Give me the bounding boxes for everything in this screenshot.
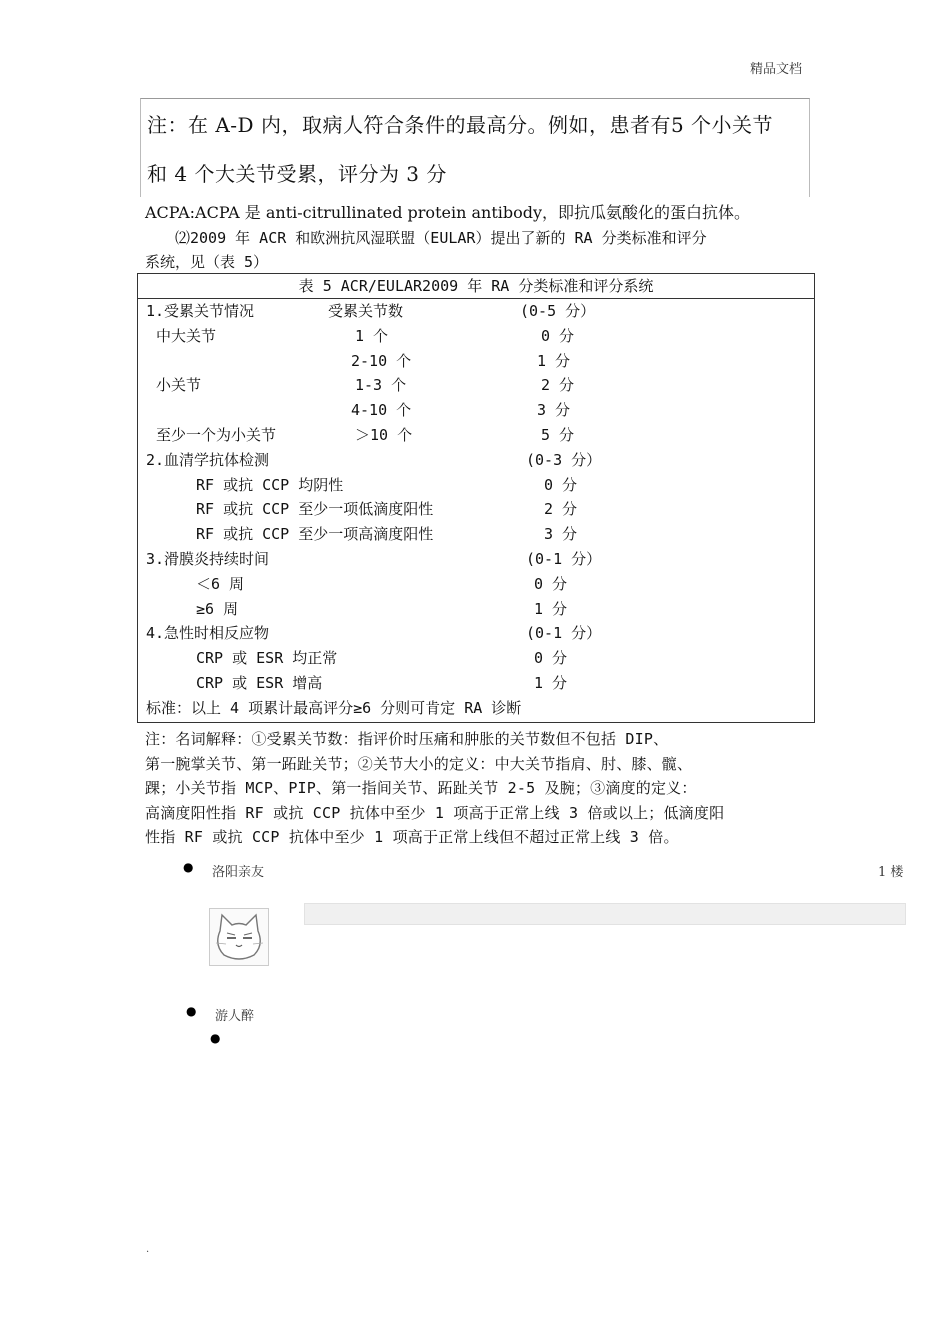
table-cell-label: 标准：以上 4 项累计最高评分≥6 分则可肯定 RA 诊断 xyxy=(146,698,522,717)
table-row xyxy=(138,696,814,720)
table-cell-score: (0-3 分） xyxy=(526,450,602,469)
table-cell-score: 1 分 xyxy=(534,599,568,618)
table-row xyxy=(138,299,814,323)
table-row xyxy=(138,373,814,397)
table-cell-label: 至少一个为小关节 xyxy=(156,426,277,444)
table-cell-label: 3.滑膜炎持续时间 xyxy=(146,550,270,568)
table-cell-score: 2 分 xyxy=(541,376,575,395)
comment-author-2[interactable]: 游人醉 xyxy=(215,1009,255,1024)
table-cell-label: 中大关节 xyxy=(156,326,217,345)
table-cell-label: 小关节 xyxy=(156,376,202,395)
table-cell-label: RF 或抗 CCP 均阴性 xyxy=(196,475,344,494)
cat-face-icon xyxy=(210,909,268,965)
avatar[interactable] xyxy=(209,908,269,966)
table-cell-score: (0-1 分） xyxy=(526,624,602,643)
table-row xyxy=(138,621,814,645)
table-cell-count: 2-10 个 xyxy=(351,351,412,370)
table-cell-label: CRP 或 ESR 增高 xyxy=(196,674,323,692)
bullet-icon: ● xyxy=(186,1004,197,1018)
definition-line: 注：名词解释：①受累关节数：指评价时压痛和肿胀的关节数但不包括 DIP、 xyxy=(145,730,669,748)
table-title: 表 5 ACR/EULAR2009 年 RA 分类标准和评分系统 xyxy=(138,274,814,299)
table-cell-score: 0 分 xyxy=(534,649,568,668)
table-cell-label: 1.受累关节情况 xyxy=(146,302,255,320)
table-cell-score: 0 分 xyxy=(534,574,568,593)
note-line-1: 注：在 A-D 内，取病人符合条件的最高分。例如，患者有5 个小关节 xyxy=(147,113,774,137)
table-cell-count: 1-3 个 xyxy=(355,376,407,395)
table-row xyxy=(138,671,814,695)
footer-dot: . xyxy=(146,1244,150,1255)
table-cell-label: ≥6 周 xyxy=(196,599,239,618)
table-cell-label: ＜6 周 xyxy=(196,574,245,593)
table-row xyxy=(138,547,814,571)
floor-number: 1 楼 xyxy=(878,865,904,880)
table-row xyxy=(138,646,814,670)
table-cell-count: ＞10 个 xyxy=(355,426,413,444)
table-row xyxy=(138,597,814,621)
comment-author-1[interactable]: 洛阳亲友 xyxy=(212,865,265,880)
table-row xyxy=(138,448,814,472)
table-cell-score: 1 分 xyxy=(534,674,568,692)
table-cell-score: 0 分 xyxy=(541,326,575,345)
table-row xyxy=(138,324,814,348)
table-cell-score: 3 分 xyxy=(544,525,578,544)
table-cell-label: 2.血清学抗体检测 xyxy=(146,450,270,469)
table-5 xyxy=(137,273,815,723)
bullet-icon: ● xyxy=(183,860,194,874)
definition-line: 第一腕掌关节、第一跖趾关节；②关节大小的定义：中大关节指肩、肘、膝、髋、 xyxy=(145,754,693,773)
table-cell-score: 1 分 xyxy=(537,351,571,370)
table-cell-label: RF 或抗 CCP 至少一项高滴度阳性 xyxy=(196,525,434,544)
table-cell-label: 4.急性时相反应物 xyxy=(146,624,270,643)
table-row xyxy=(138,349,814,373)
table-cell-score: (0-5 分） xyxy=(520,302,596,320)
table-cell-score: 0 分 xyxy=(544,475,578,494)
table-row xyxy=(138,572,814,596)
table-cell-label: RF 或抗 CCP 至少一项低滴度阳性 xyxy=(196,500,434,519)
table-cell-score: (0-1 分） xyxy=(526,550,602,568)
note-box xyxy=(140,98,810,197)
table-cell-label: CRP 或 ESR 均正常 xyxy=(196,649,338,668)
reply-bar xyxy=(304,903,906,925)
definition-line: 性指 RF 或抗 CCP 抗体中至少 1 项高于正常上线但不超过正常上线 3 倍。 xyxy=(145,828,679,847)
note-line-2: 和 4 个大关节受累，评分为 3 分 xyxy=(147,162,447,186)
table-row xyxy=(138,423,814,447)
intro-line-2: 系统，见（表 5） xyxy=(145,253,269,271)
definition-note xyxy=(145,727,810,850)
table-cell-score: 2 分 xyxy=(544,500,578,519)
table-cell-count: 受累关节数 xyxy=(328,302,404,320)
table-row xyxy=(138,497,814,521)
table-cell-count: 1 个 xyxy=(355,326,389,345)
table-row xyxy=(138,522,814,546)
acpa-definition: ACPA:ACPA 是 anti-citrullinated protein antibody，即抗瓜氨酸化的蛋白抗体。 xyxy=(145,203,751,222)
table-cell-count: 4-10 个 xyxy=(351,401,412,420)
table-cell-score: 5 分 xyxy=(541,426,575,444)
header-watermark: 精品文档 xyxy=(750,62,803,77)
definition-line: 踝；小关节指 MCP、PIP、第一指间关节、跖趾关节 2-5 及腕；③滴度的定义： xyxy=(145,779,697,798)
table-row xyxy=(138,473,814,497)
definition-line: 高滴度阳性指 RF 或抗 CCP 抗体中至少 1 项高于正常上线 3 倍或以上；低滴度阳 xyxy=(145,803,725,822)
table-row xyxy=(138,398,814,422)
table-cell-score: 3 分 xyxy=(537,401,571,420)
bullet-icon: ● xyxy=(210,1031,221,1045)
intro-line-1: ⑵2009 年 ACR 和欧洲抗风湿联盟（EULAR）提出了新的 RA 分类标准和评分 xyxy=(175,229,707,247)
